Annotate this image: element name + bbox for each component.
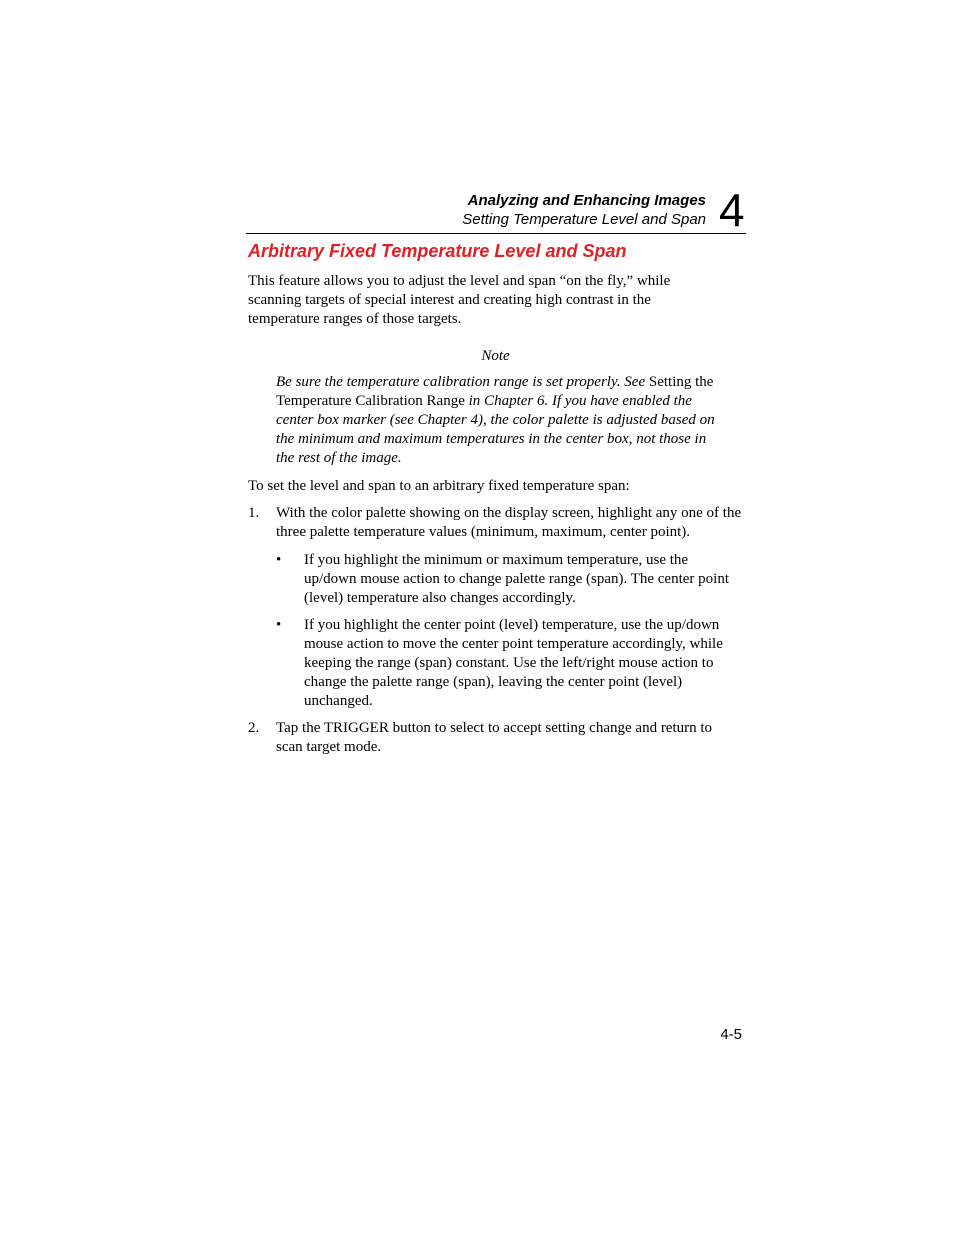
step-number: 1.: [248, 505, 260, 521]
procedure-lead-in: To set the level and span to an arbitrary fixed temperature span:: [248, 478, 630, 494]
chapter-number: 4: [719, 184, 745, 236]
note-text-1: Be sure the temperature calibration range is set properly. See: [276, 374, 649, 390]
header-chapter-title: Analyzing and Enhancing Images: [467, 192, 706, 209]
bullet-marker: •: [276, 552, 282, 568]
bullet-text: If you highlight the minimum or maximum temperature, use the up/down mouse action to change palette range (span). The center point (level) temperature also changes accordingly.: [304, 552, 729, 606]
step-text: With the color palette showing on the display screen, highlight any one of the three palette temperature values (minimum, maximum, center point).: [276, 505, 742, 540]
bullet-text: If you highlight the center point (level) temperature, use the up/down mouse action to move the center point temperature accordingly, while keeping the range (span) constant. Use the left/right mouse action to change the palette range (span), leaving the center point (level) unchanged.: [304, 617, 723, 709]
section-heading: Arbitrary Fixed Temperature Level and Span: [248, 241, 627, 261]
step-text: Tap the TRIGGER button to select to accept setting change and return to scan target mode.: [276, 720, 713, 755]
bullet-marker: •: [276, 617, 282, 633]
note-cross-reference: Setting the Temperature Calibration Range: [276, 374, 714, 409]
intro-paragraph: This feature allows you to adjust the level and span “on the fly,” while scanning targets of special interest and creating high contrast in the temperature ranges of those targets.: [248, 273, 671, 327]
step-number: 2.: [248, 720, 260, 736]
note-body: [276, 373, 726, 468]
header-rule: [246, 233, 746, 234]
header-section-title: Setting Temperature Level and Span: [462, 211, 706, 228]
note-label: Note: [481, 348, 510, 364]
note-text-2: in Chapter 6. If you have enabled the center box marker (see Chapter 4), the color palette is adjusted based on the minimum and maximum temperatures in the center box, not those in the rest of the image.: [276, 393, 715, 466]
page-number: 4-5: [720, 1026, 742, 1043]
